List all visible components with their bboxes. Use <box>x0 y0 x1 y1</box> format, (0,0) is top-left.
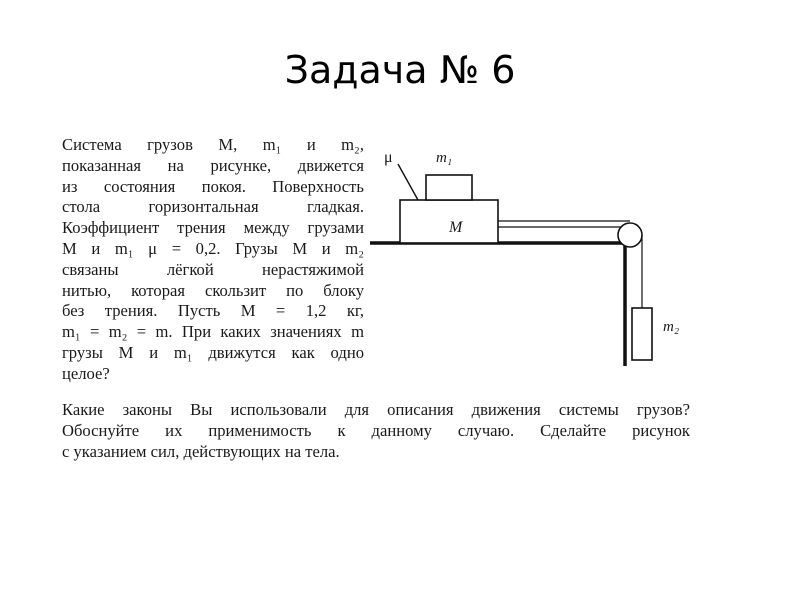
problem-line: целое? <box>62 363 110 383</box>
problem-statement <box>62 135 364 385</box>
block-m2 <box>632 308 652 360</box>
block-m1 <box>426 175 472 200</box>
question-line: Какие законы Вы использовали для описания движения системы грузов? <box>62 400 690 419</box>
friction-pointer <box>398 164 418 200</box>
problem-line: нитью, которая скользит по блоку <box>62 280 364 300</box>
label-m2: m₂ <box>663 319 680 335</box>
problem-line: без трения. Пусть M = 1,2 кг, <box>62 301 364 321</box>
label-mu: μ <box>384 149 393 166</box>
problem-line: показанная на рисунке, движется <box>62 155 364 175</box>
problem-questions <box>62 400 690 462</box>
problem-line: из состояния покоя. Поверхность <box>62 176 364 196</box>
question-line: Обоснуйте их применимость к данному случаю. Сделайте рисунок <box>62 420 690 440</box>
pulley-diagram <box>370 140 700 375</box>
problem-line: стола горизонтальная гладкая. <box>62 197 364 217</box>
problem-line: M и m₁ μ = 0,2. Грузы M и m₂ <box>62 238 364 258</box>
problem-line: Коэффициент трения между грузами <box>62 218 364 238</box>
slide-title: Задача № 6 <box>284 48 516 92</box>
label-m1: m₁ <box>436 150 453 166</box>
problem-line: грузы M и m₁ движутся как одно <box>62 342 364 362</box>
problem-line: Система грузов M, m₁ и m₂, <box>62 135 364 154</box>
label-M: M <box>449 219 463 236</box>
pulley <box>618 223 642 247</box>
problem-line: m₁ = m₂ = m. При каких значениях m <box>62 322 364 342</box>
question-line: с указанием сил, действующих на тела. <box>62 441 340 461</box>
problem-line: связаны лёгкой нерастяжимой <box>62 259 364 279</box>
